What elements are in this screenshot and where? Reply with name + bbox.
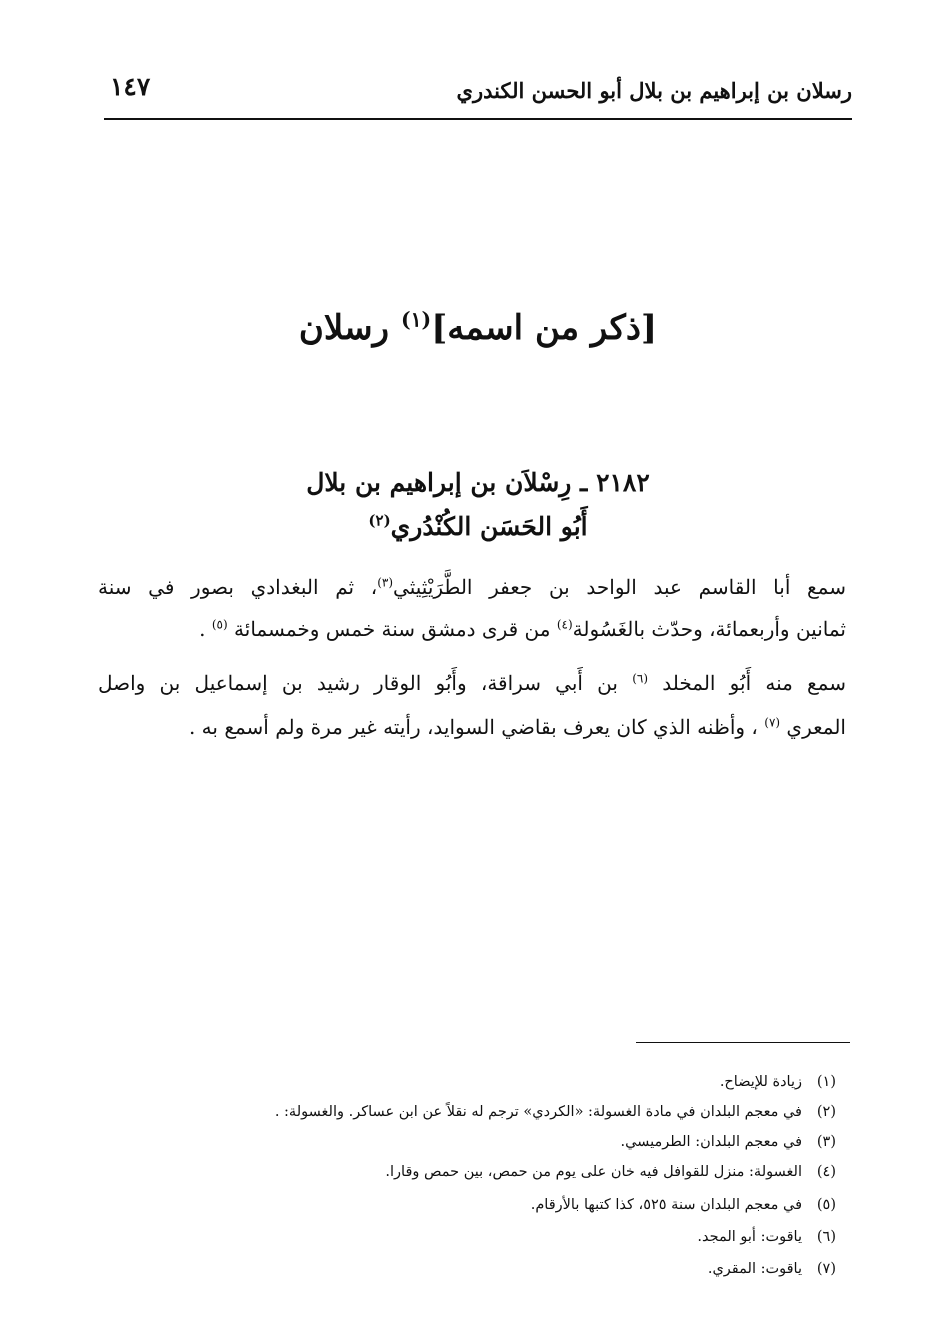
footnote-number: (١) [816, 1074, 836, 1090]
footnote-number: (٦) [816, 1229, 836, 1245]
entry-title-line-2 [104, 512, 852, 541]
footnote-text: في معجم البلدان سنة ٥٢٥، كذا كتبها بالأرقام. [530, 1197, 802, 1213]
footnote-text: الغسولة: منزل للقوافل فيه خان على يوم من حمص، بين حمص وقارا. [385, 1164, 802, 1180]
text-run: المعري [780, 715, 846, 739]
paragraph-1-line-2 [98, 614, 846, 644]
footnote-ref-3[interactable]: (٣) [377, 575, 394, 590]
footnote-item [104, 1161, 836, 1183]
text-run: بن أَبي سراقة، وأَبُو الوقار رشيد بن إسماعيل بن واصل [98, 671, 633, 695]
footnote-number: (٤) [816, 1164, 836, 1180]
entry-title-line-1: ٢١٨٢ ـ رِسْلاَن بن إبراهيم بن بلال [306, 468, 650, 497]
page-header [104, 68, 852, 120]
entry-kunya: أَبُو الحَسَن الكُنْدُري [390, 512, 588, 541]
page-number: ١٤٧ [110, 72, 151, 101]
footnote-ref-5[interactable]: (٥) [211, 617, 228, 632]
footnote-ref-1[interactable]: (١) [400, 307, 432, 332]
footnote-ref-7[interactable]: (٧) [764, 715, 781, 730]
text-run: ثمانين وأربعمائة، وحدّث بالغَسُولة [572, 617, 846, 641]
footnote-number: (٧) [816, 1261, 836, 1277]
footnote-ref-6[interactable]: (٦) [632, 671, 649, 686]
text-run: سمع أبا القاسم عبد الواحد بن جعفر الطَّرَيْثِيثي [393, 575, 847, 599]
text-run: سمع منه أَبُو المخلد [648, 671, 847, 695]
text-run: من قرى دمشق سنة خمس وخمسمائة [227, 617, 557, 641]
footnote-text: ياقوت: المقري. [707, 1261, 802, 1277]
footnote-item [104, 1226, 836, 1248]
footnote-item [104, 1101, 836, 1123]
paragraph-2-line-1 [98, 668, 846, 698]
running-title: رسلان بن إبراهيم بن بلال أبو الحسن الكندري [456, 78, 852, 103]
footnote-number: (٢) [816, 1104, 836, 1120]
section-title-bracket: [ذكر من اسمه] [431, 308, 658, 348]
footnote-item [104, 1131, 836, 1153]
footnote-text: في معجم البلدان: الطرميسي. [620, 1134, 802, 1150]
footnote-ref-2[interactable]: (٢) [368, 511, 391, 530]
paragraph-2-line-2 [98, 712, 846, 742]
section-title-name: رسلان [298, 308, 390, 348]
footnote-number: (٣) [816, 1134, 836, 1150]
footnote-item [104, 1194, 836, 1216]
footnote-number: (٥) [816, 1197, 836, 1213]
footnote-text: في معجم البلدان في مادة الغسولة: «الكردي» ترجم له نقلاً عن ابن عساكر. والغسولة: . [274, 1104, 802, 1120]
footnote-ref-4[interactable]: (٤) [556, 617, 573, 632]
text-run: ، ثم البغدادي بصور في سنة [98, 575, 378, 599]
footnote-item [104, 1071, 836, 1093]
section-title [104, 308, 852, 348]
footnote-separator [636, 1042, 850, 1043]
text-run: . [199, 617, 212, 641]
footnote-item [104, 1258, 836, 1280]
footnote-text: زيادة للإيضاح. [719, 1074, 802, 1090]
text-run: ، وأظنه الذي كان يعرف بقاضي السوايد، رأيته غير مرة ولم أسمع به . [188, 715, 765, 739]
footnote-text: ياقوت: أبو المجد. [697, 1229, 802, 1245]
paragraph-1-line-1 [98, 572, 846, 602]
